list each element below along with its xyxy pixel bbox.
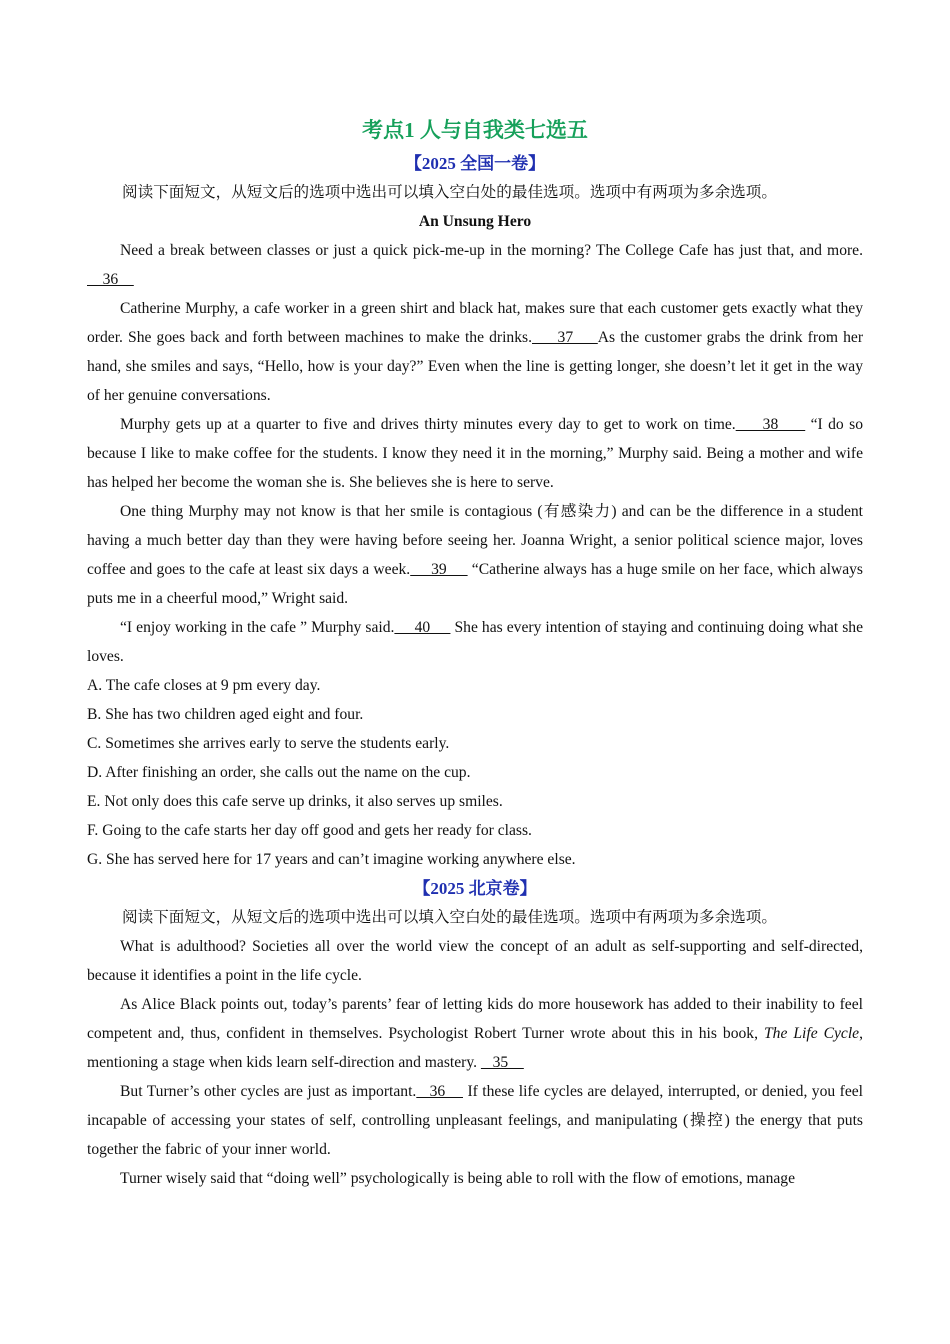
blank-35: 35 bbox=[480, 1054, 524, 1071]
option-f: F. Going to the cafe starts her day off good and gets her ready for class. bbox=[87, 822, 532, 839]
instruction-text: 阅读下面短文，从短文后的选项中选出可以填入空白处的最佳选项。选项中有两项为多余选项。 bbox=[122, 184, 777, 201]
paragraph: Catherine Murphy, a cafe worker in a green shirt and black hat, makes sure that each customer gets exactly what they order. She goes back and forth between machines to make the drinks. 37 As the customer grabs the drink from her hand, she smiles and says, “Hello, how is your day?” Even when the line is getting longer, she doesn’t let it get in the way of her genuine conversations. bbox=[87, 300, 864, 404]
paragraph: “I enjoy working in the cafe ” Murphy said. 40 She has every intention of staying and continuing doing what she loves. bbox=[87, 619, 864, 665]
instruction-text: 阅读下面短文，从短文后的选项中选出可以填入空白处的最佳选项。选项中有两项为多余选项。 bbox=[122, 909, 777, 926]
paragraph: But Turner’s other cycles are just as important. 36 If these life cycles are delayed, interrupted, or denied, you feel incapable of accessing your states of self, controlling unpleasant feelings, and manipulating (操控) the energy that puts together the fabric of your inner world. bbox=[87, 1083, 863, 1158]
blank-36: 36 bbox=[87, 271, 134, 288]
paragraph: As Alice Black points out, today’s parents’ fear of letting kids do more housework has added to their inability to feel competent and, thus, confident in themselves. Psychologist Robert Turner wrote about this in his book, The Life Cycle, mentioning a stage when kids learn self-direction and mastery. 35 bbox=[87, 996, 863, 1071]
passage-title: An Unsung Hero bbox=[418, 213, 532, 230]
option-c: C. Sometimes she arrives early to serve the students early. bbox=[87, 735, 450, 752]
paragraph: Need a break between classes or just a quick pick-me-up in the morning? The College Cafe has just that, and more. 36 bbox=[87, 242, 863, 288]
blank-38: 38 bbox=[735, 416, 806, 433]
section-heading-national: 【2025 全国一卷】 bbox=[404, 154, 546, 173]
paragraph: One thing Murphy may not know is that her smile is contagious (有感染力) and can be the difference in a student having a much better day than they were having before seeing her. Joanna Wright, a senior political science major, loves coffee and goes to the cafe at least six days a week. 39 “Catherine always has a huge smile on her face, which always puts me in a cheerful mood,” Wright said. bbox=[87, 503, 863, 607]
blank-40: 40 bbox=[394, 619, 451, 636]
option-g: G. She has served here for 17 years and can’t imagine working anywhere else. bbox=[87, 851, 576, 868]
section-heading-beijing: 【2025 北京卷】 bbox=[413, 879, 537, 898]
blank-37: 37 bbox=[532, 329, 598, 346]
option-b: B. She has two children aged eight and four. bbox=[87, 706, 364, 723]
option-a: A. The cafe closes at 9 pm every day. bbox=[87, 677, 321, 694]
blank-36: 36 bbox=[416, 1083, 463, 1100]
paragraph: Turner wisely said that “doing well” psychologically is being able to roll with the flow of emotions, manage bbox=[120, 1170, 796, 1187]
paragraph: What is adulthood? Societies all over the world view the concept of an adult as self-supporting and self-directed, because it identifies a point in the life cycle. bbox=[87, 938, 863, 984]
option-d: D. After finishing an order, she calls out the name on the cup. bbox=[87, 764, 471, 781]
blank-39: 39 bbox=[410, 561, 468, 578]
document-page bbox=[87, 112, 863, 1193]
paragraph: Murphy gets up at a quarter to five and drives thirty minutes every day to get to work on time. 38 “I do so because I like to make coffee for the students. I know they need it in the morning,” Murphy said. Being a mother and wife has helped her become the woman she is. She believes she is here to serve. bbox=[87, 416, 863, 491]
book-title: The Life Cycle bbox=[763, 1025, 860, 1042]
option-e: E. Not only does this cafe serve up drinks, it also serves up smiles. bbox=[87, 793, 503, 810]
document-title: 考点1 人与自我类七选五 bbox=[362, 118, 588, 142]
